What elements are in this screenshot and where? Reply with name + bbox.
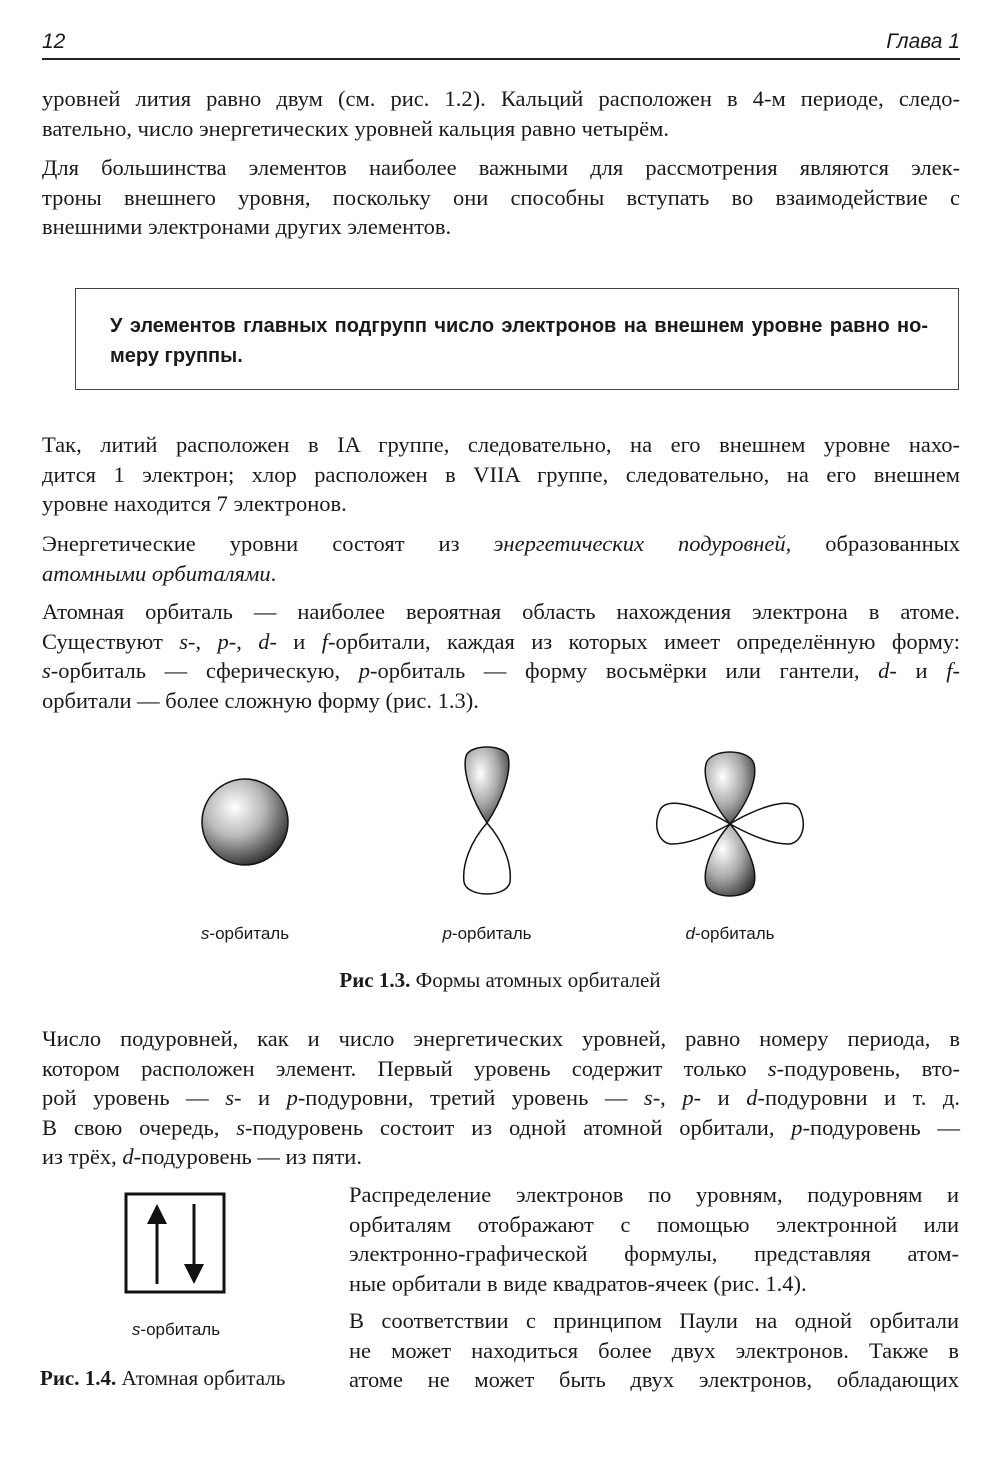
text-line: орбиталям отображают с помощью электронной или [349,1211,959,1237]
p-orbital-shape [464,747,511,894]
text-line: дится 1 электрон; хлор расположен в VIIA группе, следовательно, на его внешнем [42,461,960,487]
figure-1-3 [0,740,1000,940]
s-orbital-cell-label: s-орбиталь [131,1320,221,1339]
figure-1-3-caption: Рис 1.3. Формы атомных орбиталей [339,968,661,992]
text-line: Существуют s-, p-, d- и f-орбитали, каждая из которых имеет определённую форму: [42,628,961,654]
rule-box [75,288,959,390]
paragraph-3 [42,430,960,519]
text-line: s-орбиталь — сферическую, p-орбиталь — форму восьмёрки или гантели, d- и f- [42,658,960,683]
text-line: Энергетические уровни состоят из энергетических подуровней, образованных [42,531,960,556]
text-line: не может находиться более двух электронов. Также в [349,1337,959,1363]
text-line: из трёх, d-подуровень — из пяти. [42,1144,362,1169]
text-line: Для большинства элементов наиболее важными для рассмотрения являются элек- [42,155,960,180]
p-orbital-label: p-орбиталь [442,924,532,943]
paragraph-5 [42,597,960,715]
text-line: троны внешнего уровня, поскольку они способны вступать во взаимодействие с [42,184,960,210]
text-line: рой уровень — s- и p-подуровни, третий уровень — s-, p- и d-подуровни и т. д. [42,1085,960,1110]
page-header [42,28,960,60]
d-orbital-shape [657,752,803,896]
s-orbital-label: s-орбиталь [200,924,290,943]
text-line: В свою очередь, s-подуровень состоит из одной атомной орбитали, p-подуровень — [42,1114,960,1140]
chapter-title: Глава 1 [886,30,960,53]
text-line: атомными орбиталями. [42,560,277,586]
text-line: Атомная орбиталь — наиболее вероятная область нахождения электрона в атоме. [42,599,960,624]
text-line: Распределение электронов по уровням, подуровням и [349,1182,959,1207]
text-line: Число подуровней, как и число энергетических уровней, равно номеру периода, в [42,1026,960,1051]
text-line: внешними электронами других элементов. [42,214,452,239]
text-line: ные орбитали в виде квадратов-ячеек (рис. 1.4). [349,1270,807,1296]
paragraph-6 [42,1024,960,1172]
page-number: 12 [42,30,66,53]
text-line: вательно, число энергетических уровней кальция равно четырём. [42,115,669,141]
paragraph-8 [349,1306,959,1395]
figure-1-4-caption: Рис. 1.4. Атомная орбиталь [40,1366,286,1390]
text-line: У элементов главных подгрупп число электронов на внешнем уровне равно но- [110,315,928,337]
paragraph-7 [349,1180,959,1298]
text-line: уровне находится 7 электронов. [42,491,347,516]
paragraph-2 [42,153,960,242]
s-orbital-sphere [202,779,288,865]
text-line: электронно-графической формулы, представляя атом- [349,1241,959,1266]
figure-1-4-orbital-cell [120,1188,232,1294]
rule-text [110,311,928,371]
paragraph-1 [42,84,960,143]
text-line: Так, литий расположен в IA группе, следовательно, на его внешнем уровне нахо- [42,432,960,457]
text-line: уровней лития равно двум (см. рис. 1.2). Кальций расположен в 4-м периоде, следо- [42,86,960,111]
text-line: орбитали — более сложную форму (рис. 1.3). [42,687,479,713]
text-line: атоме не может быть двух электронов, обладающих [349,1367,959,1392]
text-line: В соответствии с принципом Паули на одной орбитали [349,1308,959,1333]
paragraph-4 [42,529,960,588]
text-line: котором расположен элемент. Первый уровень содержит только s-подуровень, вто- [42,1055,960,1081]
text-line: меру группы. [110,345,243,367]
d-orbital-label: d-орбиталь [685,924,775,943]
